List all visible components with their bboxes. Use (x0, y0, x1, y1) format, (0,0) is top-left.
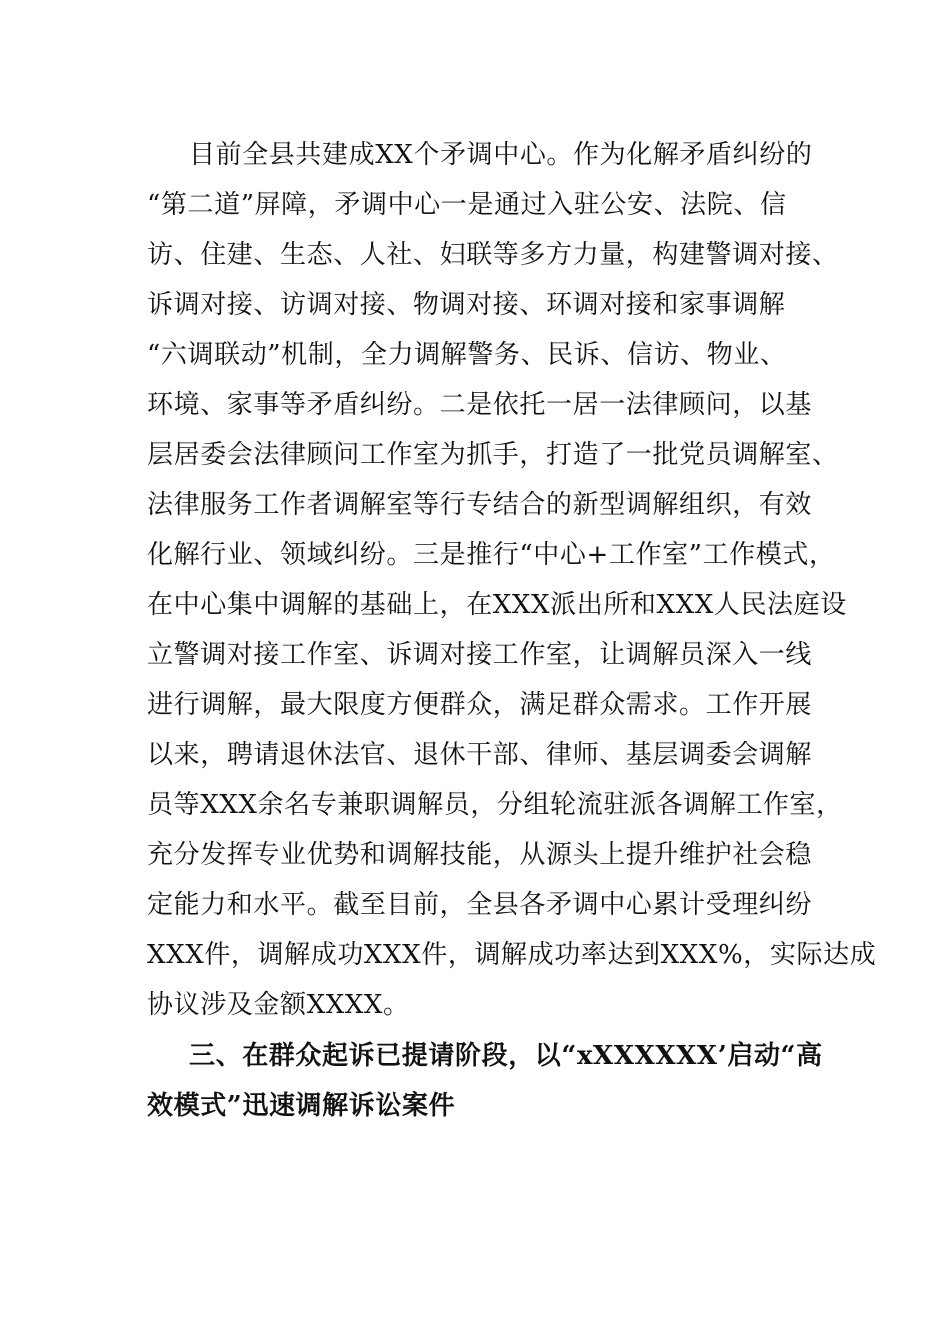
paragraph-line: 层居委会法律顾问工作室为抓手，打造了一批党员调解室、 (147, 440, 839, 470)
paragraph-line: “第二道”屏障，矛调中心一是通过入驻公安、法院、信 (147, 190, 787, 220)
section-heading-line: 三、在群众起诉已提请阶段，以“xXXXXXX’启动“高 (189, 1041, 823, 1071)
section-heading-line: 效模式”迅速调解诉讼案件 (147, 1091, 456, 1121)
paragraph-line: 法律服务工作者调解室等行专结合的新型调解组织，有效 (147, 490, 813, 520)
paragraph-line: 定能力和水平。截至目前，全县各矛调中心累计受理纠纷 (147, 890, 813, 920)
paragraph-line: 目前全县共建成XX个矛调中心。作为化解矛盾纠纷的 (189, 140, 813, 170)
paragraph-line: 在中心集中调解的基础上，在XXX派出所和XXX人民法庭设 (147, 590, 847, 620)
paragraph-line: 访、住建、生态、人社、妇联等多方力量，构建警调对接、 (147, 240, 839, 270)
paragraph-line: 充分发挥专业优势和调解技能，从源头上提升维护社会稳 (147, 840, 813, 870)
paragraph-line: 员等XXX余名专兼职调解员，分组轮流驻派各调解工作室， (147, 790, 843, 820)
paragraph-line: 诉调对接、访调对接、物调对接、环调对接和家事调解 (147, 290, 786, 320)
paragraph-line: 协议涉及金额XXXX。 (147, 990, 410, 1020)
paragraph-line: 进行调解，最大限度方便群众，满足群众需求。工作开展 (147, 690, 813, 720)
paragraph-line: 立警调对接工作室、诉调对接工作室，让调解员深入一线 (147, 640, 813, 670)
paragraph-line: 环境、家事等矛盾纠纷。二是依托一居一法律顾问，以基 (147, 390, 813, 420)
paragraph-line: “六调联动”机制，全力调解警务、民诉、信访、物业、 (147, 340, 787, 370)
paragraph-line: XXX件，调解成功XXX件，调解成功率达到XXX%，实际达成 (147, 940, 877, 970)
paragraph-line: 化解行业、领域纠纷。三是推行“中心+工作室”工作模式， (147, 540, 836, 570)
paragraph-line: 以来，聘请退休法官、退休干部、律师、基层调委会调解 (147, 740, 813, 770)
